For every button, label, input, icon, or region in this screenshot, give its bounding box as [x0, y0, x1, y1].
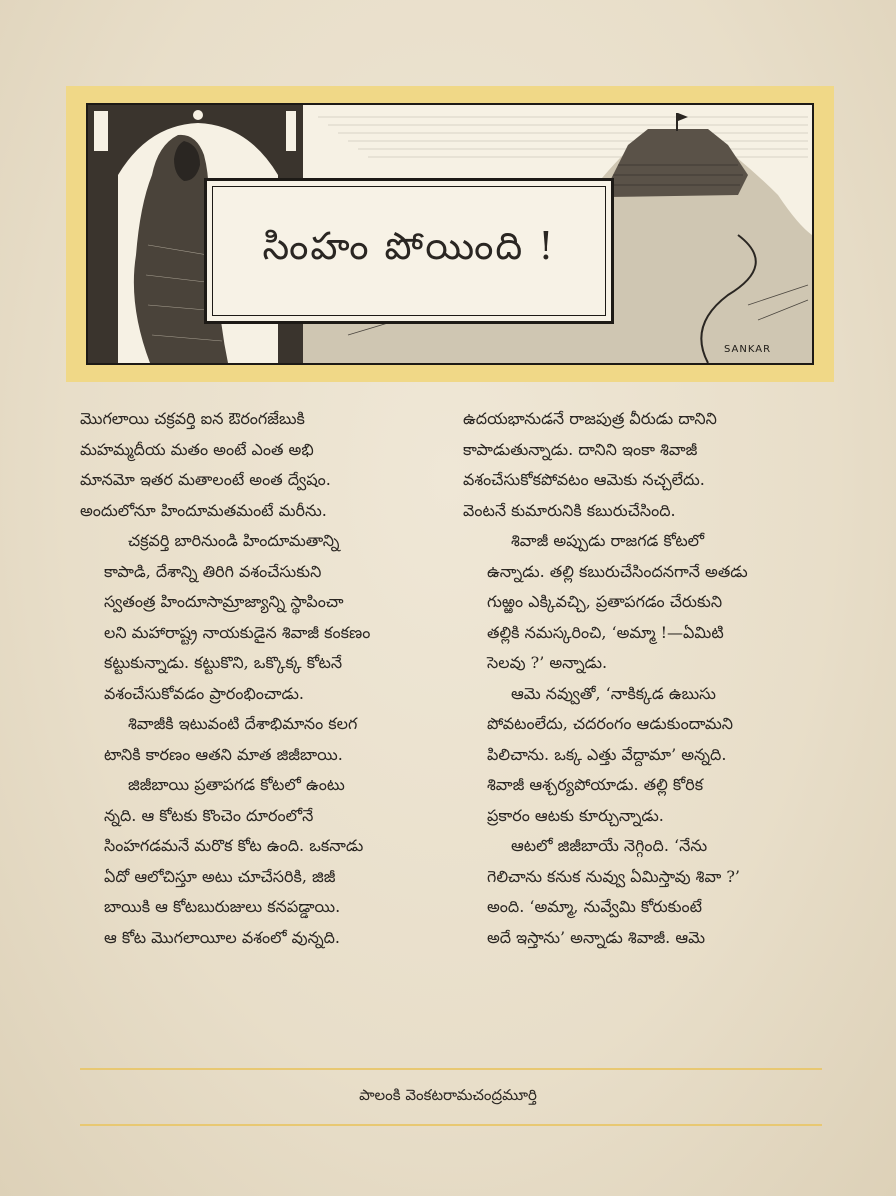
text-line: మానమో ఇతర మతాలంటే అంత ద్వేషం. — [80, 470, 331, 489]
footer-rule-bottom — [80, 1124, 822, 1126]
author-name: పాలంకి వెంకటరామచంద్రమూర్తి — [359, 1086, 537, 1104]
text-line: స్వతంత్ర హిందూసామ్రాజ్యాన్ని స్థాపించా — [104, 592, 344, 611]
text-line: మహమ్మదీయ మతం అంటే ఎంత అభి — [80, 439, 314, 459]
story-title: సింహం పోయింది ! — [262, 224, 556, 268]
paragraph — [80, 709, 440, 770]
text-line: వశంచేసుకోవడం ప్రారంభించాడు. — [104, 683, 304, 703]
paragraph — [463, 526, 835, 679]
text-line: కట్టుకున్నాడు. కట్టుకొని, ఒక్కొక్క కోటనే — [104, 653, 343, 672]
text-line: గెలిచాను కనుక నువ్వు ఏమిస్తావు శివా ?’ — [487, 866, 740, 886]
text-line: ఉన్నాడు. తల్లి కబురుచేసిందనగానే అతడు — [487, 561, 748, 581]
text-line: ప్రకారం ఆటకు కూర్చున్నాడు. — [487, 805, 664, 825]
text-line: ఆటలో జిజీబాయే నెగ్గింది. ‘నేను — [511, 836, 708, 855]
text-line: చక్రవర్తి బారినుండి హిందూమతాన్ని — [128, 531, 340, 550]
text-line: ఉదయభానుడనే రాజపుత్ర వీరుడు దానిని — [463, 409, 717, 428]
text-line: జిజీబాయి ప్రతాపగడ కోటలో ఉంటు — [128, 775, 345, 794]
text-line: అంది. ‘అమ్మా, నువ్వేమి కోరుకుంటే — [487, 897, 702, 916]
text-line: గుఱ్ఱం ఎక్కివచ్చి, ప్రతాపగడం చేరుకుని — [487, 592, 723, 611]
text-line: పోవటంలేదు, చదరంగం ఆడుకుందామని — [487, 714, 734, 733]
paragraph — [463, 404, 835, 526]
paragraph — [80, 404, 440, 526]
paragraph — [80, 526, 440, 709]
text-line: శివాజీ ఆశ్చర్యపోయాడు. తల్లి కోరిక — [487, 775, 704, 794]
text-line: అందులోనూ హిందూమతమంటే మరీను. — [80, 500, 327, 520]
text-line: సింహగడమనే మరొక కోట ఉంది. ఒకనాడు — [104, 836, 364, 855]
text-line: వశంచేసుకోకపోవటం ఆమెకు నచ్చలేదు. — [463, 470, 705, 489]
text-line: సెలవు ?’ అన్నాడు. — [487, 653, 608, 672]
text-line: ఏదో ఆలోచిస్తూ అటు చూచేసరికి, జిజీ — [104, 866, 336, 886]
text-line: ఆ కోట మొగలాయీల వశంలో వున్నది. — [104, 927, 341, 947]
paragraph — [463, 831, 835, 953]
paragraph — [463, 679, 835, 832]
text-line: శివాజీకి ఇటువంటి దేశాభిమానం కలగ — [128, 714, 358, 733]
footer-rule-top — [80, 1068, 822, 1070]
text-line: లని మహారాష్ట్ర నాయకుడైన శివాజీ కంకణం — [104, 622, 371, 642]
text-line: బాయికి ఆ కోటబురుజులు కనపడ్డాయి. — [104, 897, 341, 916]
text-line: టానికి కారణం ఆతని మాత జిజీబాయి. — [104, 744, 343, 764]
text-line: మొగలాయి చక్రవర్తి ఐన ఔరంగజేబుకి — [80, 409, 305, 428]
text-line: కాపాడుతున్నాడు. దానిని ఇంకా శివాజీ — [463, 439, 698, 459]
text-line: న్నది. ఆ కోటకు కొంచెం దూరంలోనే — [104, 805, 314, 825]
artist-signature: SANKAR — [724, 344, 772, 355]
right-column — [463, 404, 835, 953]
text-line: శివాజీ అప్పుడు రాజగడ కోటలో — [511, 531, 705, 550]
text-line: అదే ఇస్తాను’ అన్నాడు శివాజీ. ఆమె — [487, 927, 706, 947]
text-line: కాపాడి, దేశాన్ని తిరిగి వశంచేసుకుని — [104, 561, 322, 581]
paragraph — [80, 770, 440, 953]
text-line: పిలిచాను. ఒక్క ఎత్తు వేద్దామా’ అన్నది. — [487, 744, 727, 764]
text-line: వెంటనే కుమారునికి కబురుచేసింది. — [463, 500, 676, 520]
text-line: ఆమె నవ్వుతో, ‘నాకిక్కడ ఉబుసు — [511, 683, 716, 703]
text-line: తల్లికి నమస్కరించి, ‘అమ్మా !—ఏమిటి — [487, 622, 724, 642]
title-box — [204, 178, 614, 324]
left-column — [80, 404, 440, 953]
